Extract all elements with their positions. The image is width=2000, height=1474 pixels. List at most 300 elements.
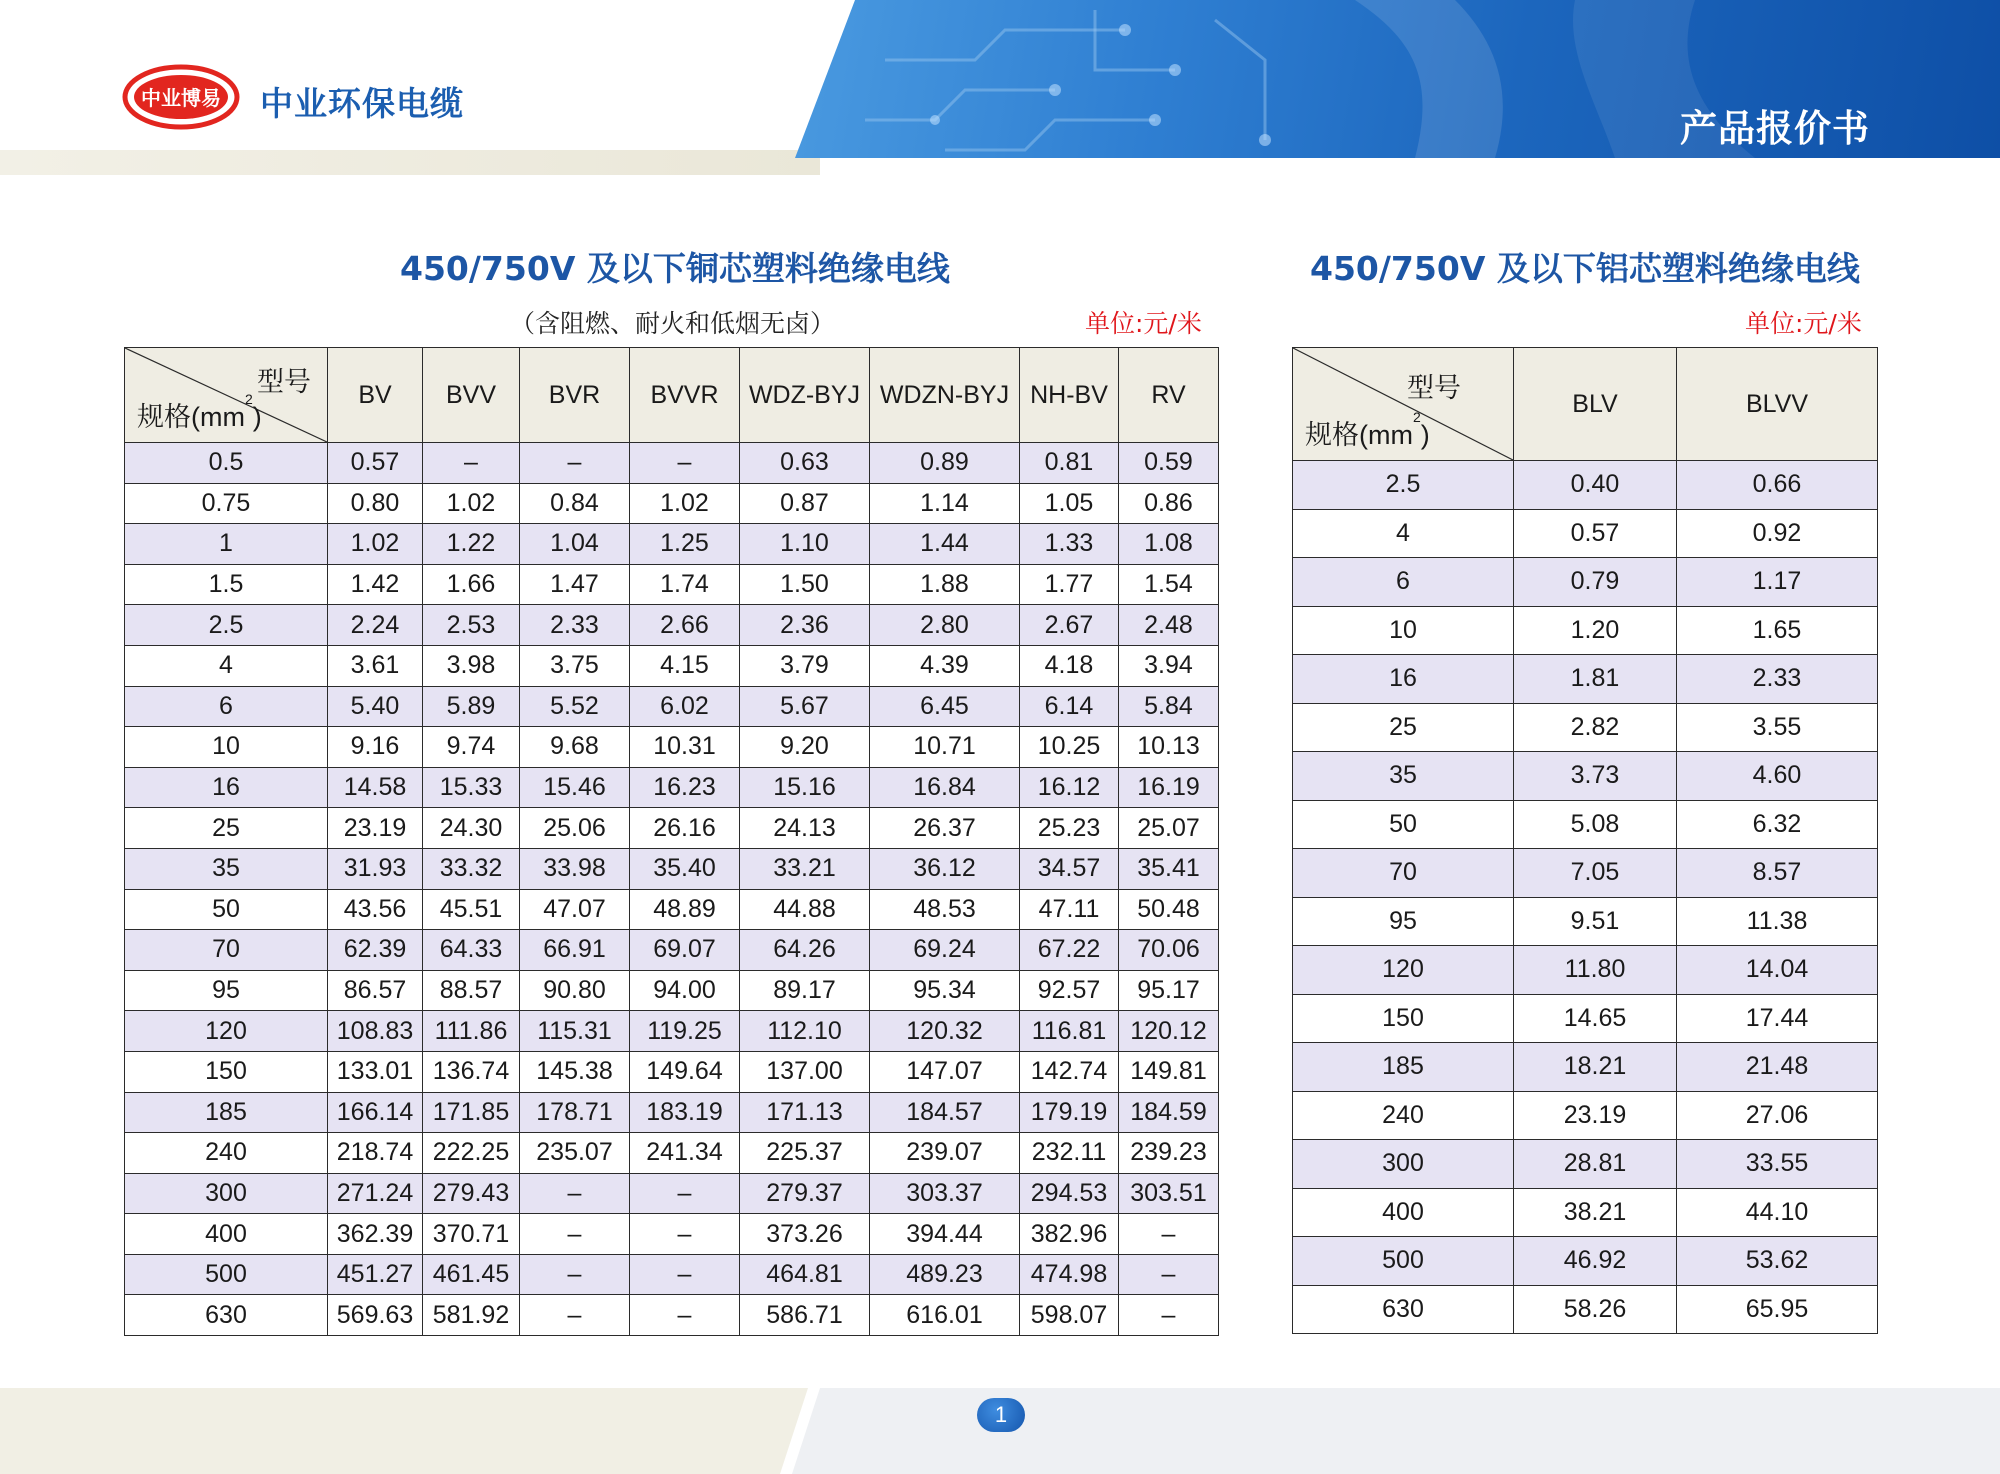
table-row: [1293, 461, 1878, 510]
column-header: BVR: [520, 348, 630, 443]
price-cell: 0.86: [1119, 483, 1219, 524]
price-cell: 69.07: [630, 930, 740, 971]
price-cell: 451.27: [328, 1254, 423, 1295]
price-cell: 43.56: [328, 889, 423, 930]
price-cell: 142.74: [1020, 1051, 1119, 1092]
price-cell: –: [630, 1295, 740, 1336]
spec-cell: 35: [1293, 752, 1514, 801]
price-cell: 178.71: [520, 1092, 630, 1133]
price-cell: 3.98: [423, 645, 520, 686]
brand-name: 中业环保电缆: [260, 84, 464, 123]
price-cell: 90.80: [520, 970, 630, 1011]
spec-cell: 4: [125, 645, 328, 686]
price-cell: 1.05: [1020, 483, 1119, 524]
table-row: [125, 1011, 1219, 1052]
table-row: [125, 1092, 1219, 1133]
table-row: [125, 605, 1219, 646]
price-cell: 26.16: [630, 808, 740, 849]
spec-cell: 1.5: [125, 564, 328, 605]
price-cell: 45.51: [423, 889, 520, 930]
price-cell: 2.53: [423, 605, 520, 646]
table-row: [125, 524, 1219, 565]
table-row: [125, 1133, 1219, 1174]
price-cell: 3.61: [328, 645, 423, 686]
table-row: [125, 808, 1219, 849]
price-cell: 92.57: [1020, 970, 1119, 1011]
price-cell: 11.80: [1514, 946, 1677, 995]
price-cell: 303.51: [1119, 1173, 1219, 1214]
copper-table-title: 450/750V 及以下铜芯塑料绝缘电线: [400, 249, 950, 288]
table-row: [1293, 1140, 1878, 1189]
price-cell: 616.01: [870, 1295, 1020, 1336]
table-row: [1293, 1188, 1878, 1237]
spec-cell: 10: [1293, 606, 1514, 655]
spec-cell: 150: [1293, 994, 1514, 1043]
price-cell: 598.07: [1020, 1295, 1119, 1336]
price-cell: 133.01: [328, 1051, 423, 1092]
page-number: 1: [977, 1398, 1025, 1432]
price-cell: 239.07: [870, 1133, 1020, 1174]
price-cell: 3.75: [520, 645, 630, 686]
price-cell: 271.24: [328, 1173, 423, 1214]
price-cell: 14.04: [1677, 946, 1878, 995]
price-cell: 89.17: [740, 970, 870, 1011]
table-row: [1293, 946, 1878, 995]
price-cell: –: [630, 1214, 740, 1255]
spec-cell: 95: [1293, 897, 1514, 946]
price-cell: 111.86: [423, 1011, 520, 1052]
price-cell: 464.81: [740, 1254, 870, 1295]
price-cell: 171.85: [423, 1092, 520, 1133]
column-header: NH-BV: [1020, 348, 1119, 443]
price-cell: –: [520, 443, 630, 484]
price-cell: 0.66: [1677, 461, 1878, 510]
price-cell: 33.32: [423, 848, 520, 889]
price-cell: 16.84: [870, 767, 1020, 808]
spec-cell: 185: [1293, 1043, 1514, 1092]
price-cell: 394.44: [870, 1214, 1020, 1255]
price-cell: 0.40: [1514, 461, 1677, 510]
spec-label: 规格$(mm^2)$: [1305, 409, 1430, 450]
price-cell: 5.52: [520, 686, 630, 727]
price-cell: 1.74: [630, 564, 740, 605]
price-cell: 10.25: [1020, 727, 1119, 768]
price-cell: 145.38: [520, 1051, 630, 1092]
table-row: [1293, 752, 1878, 801]
price-cell: 489.23: [870, 1254, 1020, 1295]
price-cell: 10.71: [870, 727, 1020, 768]
price-cell: 33.55: [1677, 1140, 1878, 1189]
price-cell: 6.14: [1020, 686, 1119, 727]
price-cell: 67.22: [1020, 930, 1119, 971]
price-cell: 0.81: [1020, 443, 1119, 484]
price-cell: 1.65: [1677, 606, 1878, 655]
price-cell: 294.53: [1020, 1173, 1119, 1214]
price-cell: 2.48: [1119, 605, 1219, 646]
price-cell: 8.57: [1677, 849, 1878, 898]
price-cell: 1.02: [630, 483, 740, 524]
aluminum-table-corner-header: [1293, 348, 1514, 461]
price-cell: 7.05: [1514, 849, 1677, 898]
price-cell: 1.22: [423, 524, 520, 565]
spec-cell: 6: [1293, 558, 1514, 607]
price-cell: 0.89: [870, 443, 1020, 484]
price-cell: 108.83: [328, 1011, 423, 1052]
spec-cell: 185: [125, 1092, 328, 1133]
table-row: [1293, 703, 1878, 752]
price-cell: 26.37: [870, 808, 1020, 849]
table-row: [125, 727, 1219, 768]
price-cell: 16.19: [1119, 767, 1219, 808]
price-cell: 1.04: [520, 524, 630, 565]
price-cell: 0.59: [1119, 443, 1219, 484]
price-cell: –: [520, 1214, 630, 1255]
price-cell: 1.54: [1119, 564, 1219, 605]
price-cell: 235.07: [520, 1133, 630, 1174]
price-cell: 2.33: [1677, 655, 1878, 704]
price-cell: 1.44: [870, 524, 1020, 565]
spec-cell: 25: [125, 808, 328, 849]
price-cell: 95.17: [1119, 970, 1219, 1011]
table-row: [1293, 994, 1878, 1043]
price-cell: 147.07: [870, 1051, 1020, 1092]
price-cell: 2.67: [1020, 605, 1119, 646]
price-cell: 2.33: [520, 605, 630, 646]
price-cell: 47.07: [520, 889, 630, 930]
model-label: 型号: [1407, 373, 1461, 403]
price-cell: 5.40: [328, 686, 423, 727]
spec-cell: 50: [125, 889, 328, 930]
spec-cell: 300: [1293, 1140, 1514, 1189]
price-cell: 94.00: [630, 970, 740, 1011]
page-header: [0, 0, 2000, 158]
price-cell: –: [520, 1254, 630, 1295]
price-cell: 1.81: [1514, 655, 1677, 704]
spec-cell: 630: [1293, 1285, 1514, 1334]
price-cell: 23.19: [328, 808, 423, 849]
price-cell: 1.02: [423, 483, 520, 524]
price-cell: 15.46: [520, 767, 630, 808]
header-strip: [0, 150, 820, 175]
spec-cell: 0.75: [125, 483, 328, 524]
price-cell: 24.30: [423, 808, 520, 849]
price-cell: 6.45: [870, 686, 1020, 727]
copper-table-unit: 单位:元/米: [1085, 309, 1202, 338]
price-cell: 279.43: [423, 1173, 520, 1214]
price-cell: 239.23: [1119, 1133, 1219, 1174]
price-cell: 149.64: [630, 1051, 740, 1092]
price-cell: 14.58: [328, 767, 423, 808]
price-cell: 35.41: [1119, 848, 1219, 889]
price-cell: 5.67: [740, 686, 870, 727]
spec-cell: 300: [125, 1173, 328, 1214]
price-cell: 0.87: [740, 483, 870, 524]
price-cell: 24.13: [740, 808, 870, 849]
price-cell: 25.23: [1020, 808, 1119, 849]
price-cell: 48.89: [630, 889, 740, 930]
spec-cell: 2.5: [125, 605, 328, 646]
price-cell: 14.65: [1514, 994, 1677, 1043]
column-header: WDZ-BYJ: [740, 348, 870, 443]
price-cell: 120.12: [1119, 1011, 1219, 1052]
price-cell: 9.51: [1514, 897, 1677, 946]
spec-cell: 240: [1293, 1091, 1514, 1140]
price-cell: 303.37: [870, 1173, 1020, 1214]
price-cell: 116.81: [1020, 1011, 1119, 1052]
price-cell: 1.08: [1119, 524, 1219, 565]
price-cell: 5.08: [1514, 800, 1677, 849]
price-cell: 9.68: [520, 727, 630, 768]
price-cell: 5.84: [1119, 686, 1219, 727]
aluminum-wire-price-table: [1292, 347, 1878, 1334]
price-cell: 112.10: [740, 1011, 870, 1052]
price-cell: 10.31: [630, 727, 740, 768]
price-cell: 474.98: [1020, 1254, 1119, 1295]
price-cell: 10.13: [1119, 727, 1219, 768]
company-logo: [122, 64, 240, 130]
price-cell: –: [630, 1254, 740, 1295]
price-cell: 171.13: [740, 1092, 870, 1133]
price-cell: 1.66: [423, 564, 520, 605]
price-cell: 0.57: [328, 443, 423, 484]
price-cell: 50.48: [1119, 889, 1219, 930]
price-cell: 4.60: [1677, 752, 1878, 801]
spec-cell: 500: [1293, 1237, 1514, 1286]
column-header: BLVV: [1677, 348, 1878, 461]
spec-cell: 150: [125, 1051, 328, 1092]
price-cell: 0.79: [1514, 558, 1677, 607]
price-cell: 119.25: [630, 1011, 740, 1052]
price-cell: 3.55: [1677, 703, 1878, 752]
price-cell: 65.95: [1677, 1285, 1878, 1334]
price-cell: 9.20: [740, 727, 870, 768]
price-cell: 0.57: [1514, 509, 1677, 558]
price-cell: 15.16: [740, 767, 870, 808]
column-header: BV: [328, 348, 423, 443]
price-cell: 25.06: [520, 808, 630, 849]
spec-cell: 400: [125, 1214, 328, 1255]
copper-table-subtitle: （含阻燃、耐火和低烟无卤）: [510, 309, 836, 338]
price-cell: 2.80: [870, 605, 1020, 646]
price-cell: 0.92: [1677, 509, 1878, 558]
table-row: [1293, 606, 1878, 655]
aluminum-table-unit: 单位:元/米: [1745, 309, 1862, 338]
price-cell: 1.50: [740, 564, 870, 605]
price-cell: 2.36: [740, 605, 870, 646]
price-cell: 70.06: [1119, 930, 1219, 971]
price-cell: 1.14: [870, 483, 1020, 524]
price-cell: –: [630, 443, 740, 484]
table-row: [125, 1254, 1219, 1295]
price-cell: 5.89: [423, 686, 520, 727]
price-cell: 53.62: [1677, 1237, 1878, 1286]
price-cell: 34.57: [1020, 848, 1119, 889]
price-cell: 28.81: [1514, 1140, 1677, 1189]
price-cell: 16.12: [1020, 767, 1119, 808]
table-row: [125, 1051, 1219, 1092]
table-row: [125, 443, 1219, 484]
price-cell: 1.10: [740, 524, 870, 565]
price-cell: 36.12: [870, 848, 1020, 889]
price-cell: 6.32: [1677, 800, 1878, 849]
table-row: [125, 767, 1219, 808]
table-row: [1293, 1237, 1878, 1286]
table-row: [125, 1214, 1219, 1255]
table-row: [1293, 849, 1878, 898]
table-row: [1293, 655, 1878, 704]
table-row: [1293, 897, 1878, 946]
price-cell: 179.19: [1020, 1092, 1119, 1133]
price-cell: 137.00: [740, 1051, 870, 1092]
spec-cell: 50: [1293, 800, 1514, 849]
price-cell: 149.81: [1119, 1051, 1219, 1092]
spec-cell: 6: [125, 686, 328, 727]
table-row: [1293, 558, 1878, 607]
spec-label: 规格$(mm^2)$: [137, 391, 262, 432]
price-cell: 64.26: [740, 930, 870, 971]
price-cell: 1.25: [630, 524, 740, 565]
spec-cell: 630: [125, 1295, 328, 1336]
price-cell: 33.98: [520, 848, 630, 889]
spec-cell: 10: [125, 727, 328, 768]
price-cell: 23.19: [1514, 1091, 1677, 1140]
price-cell: 6.02: [630, 686, 740, 727]
price-cell: 232.11: [1020, 1133, 1119, 1174]
table-row: [1293, 509, 1878, 558]
price-cell: 222.25: [423, 1133, 520, 1174]
price-cell: 0.80: [328, 483, 423, 524]
price-cell: –: [423, 443, 520, 484]
spec-cell: 70: [125, 930, 328, 971]
price-cell: 382.96: [1020, 1214, 1119, 1255]
price-cell: 31.93: [328, 848, 423, 889]
price-cell: 569.63: [328, 1295, 423, 1336]
price-cell: –: [630, 1173, 740, 1214]
spec-cell: 400: [1293, 1188, 1514, 1237]
price-cell: 373.26: [740, 1214, 870, 1255]
price-cell: 35.40: [630, 848, 740, 889]
spec-cell: 95: [125, 970, 328, 1011]
price-cell: 48.53: [870, 889, 1020, 930]
document-title: 产品报价书: [1680, 107, 1870, 150]
price-cell: 120.32: [870, 1011, 1020, 1052]
price-cell: 225.37: [740, 1133, 870, 1174]
spec-cell: 25: [1293, 703, 1514, 752]
price-cell: 58.26: [1514, 1285, 1677, 1334]
price-cell: –: [1119, 1214, 1219, 1255]
column-header: BLV: [1514, 348, 1677, 461]
table-row: [125, 848, 1219, 889]
price-cell: 3.94: [1119, 645, 1219, 686]
spec-cell: 70: [1293, 849, 1514, 898]
price-cell: 2.66: [630, 605, 740, 646]
price-cell: 11.38: [1677, 897, 1878, 946]
table-row: [125, 1295, 1219, 1336]
column-header: BVVR: [630, 348, 740, 443]
table-row: [1293, 1043, 1878, 1092]
spec-cell: 500: [125, 1254, 328, 1295]
table-row: [1293, 1091, 1878, 1140]
price-cell: 64.33: [423, 930, 520, 971]
table-row: [125, 564, 1219, 605]
price-cell: 1.02: [328, 524, 423, 565]
price-cell: 586.71: [740, 1295, 870, 1336]
price-cell: 16.23: [630, 767, 740, 808]
price-cell: 136.74: [423, 1051, 520, 1092]
price-cell: 86.57: [328, 970, 423, 1011]
price-cell: 18.21: [1514, 1043, 1677, 1092]
svg-text:中业博易: 中业博易: [141, 86, 221, 110]
price-cell: 241.34: [630, 1133, 740, 1174]
price-cell: 95.34: [870, 970, 1020, 1011]
spec-cell: 4: [1293, 509, 1514, 558]
price-cell: 1.47: [520, 564, 630, 605]
price-cell: 46.92: [1514, 1237, 1677, 1286]
price-cell: 461.45: [423, 1254, 520, 1295]
column-header: WDZN-BYJ: [870, 348, 1020, 443]
table-row: [125, 1173, 1219, 1214]
spec-cell: 16: [1293, 655, 1514, 704]
price-cell: 15.33: [423, 767, 520, 808]
price-cell: 279.37: [740, 1173, 870, 1214]
model-label: 型号: [257, 367, 311, 397]
price-cell: –: [520, 1295, 630, 1336]
aluminum-table-header-row: [1293, 348, 1878, 461]
table-row: [1293, 1285, 1878, 1334]
footer-panel: [792, 1388, 2000, 1474]
price-cell: 0.63: [740, 443, 870, 484]
spec-cell: 0.5: [125, 443, 328, 484]
price-cell: 115.31: [520, 1011, 630, 1052]
price-cell: 21.48: [1677, 1043, 1878, 1092]
column-header: RV: [1119, 348, 1219, 443]
table-row: [125, 686, 1219, 727]
spec-cell: 240: [125, 1133, 328, 1174]
price-cell: 0.84: [520, 483, 630, 524]
price-cell: 184.59: [1119, 1092, 1219, 1133]
table-row: [1293, 800, 1878, 849]
price-cell: 88.57: [423, 970, 520, 1011]
price-cell: 1.88: [870, 564, 1020, 605]
price-cell: 581.92: [423, 1295, 520, 1336]
table-row: [125, 930, 1219, 971]
price-cell: 1.20: [1514, 606, 1677, 655]
spec-cell: 16: [125, 767, 328, 808]
price-cell: 2.82: [1514, 703, 1677, 752]
price-cell: 69.24: [870, 930, 1020, 971]
price-cell: 370.71: [423, 1214, 520, 1255]
price-cell: 1.33: [1020, 524, 1119, 565]
price-cell: 4.18: [1020, 645, 1119, 686]
copper-table-header-row: [125, 348, 1219, 443]
spec-cell: 2.5: [1293, 461, 1514, 510]
price-cell: 47.11: [1020, 889, 1119, 930]
price-cell: 3.79: [740, 645, 870, 686]
price-cell: 17.44: [1677, 994, 1878, 1043]
price-cell: 184.57: [870, 1092, 1020, 1133]
column-header: BVV: [423, 348, 520, 443]
table-row: [125, 889, 1219, 930]
spec-cell: 35: [125, 848, 328, 889]
price-cell: 4.15: [630, 645, 740, 686]
spec-cell: 1: [125, 524, 328, 565]
price-cell: –: [520, 1173, 630, 1214]
price-cell: 183.19: [630, 1092, 740, 1133]
copper-wire-price-table: [124, 347, 1219, 1336]
price-cell: 38.21: [1514, 1188, 1677, 1237]
price-cell: 1.17: [1677, 558, 1878, 607]
price-cell: –: [1119, 1254, 1219, 1295]
